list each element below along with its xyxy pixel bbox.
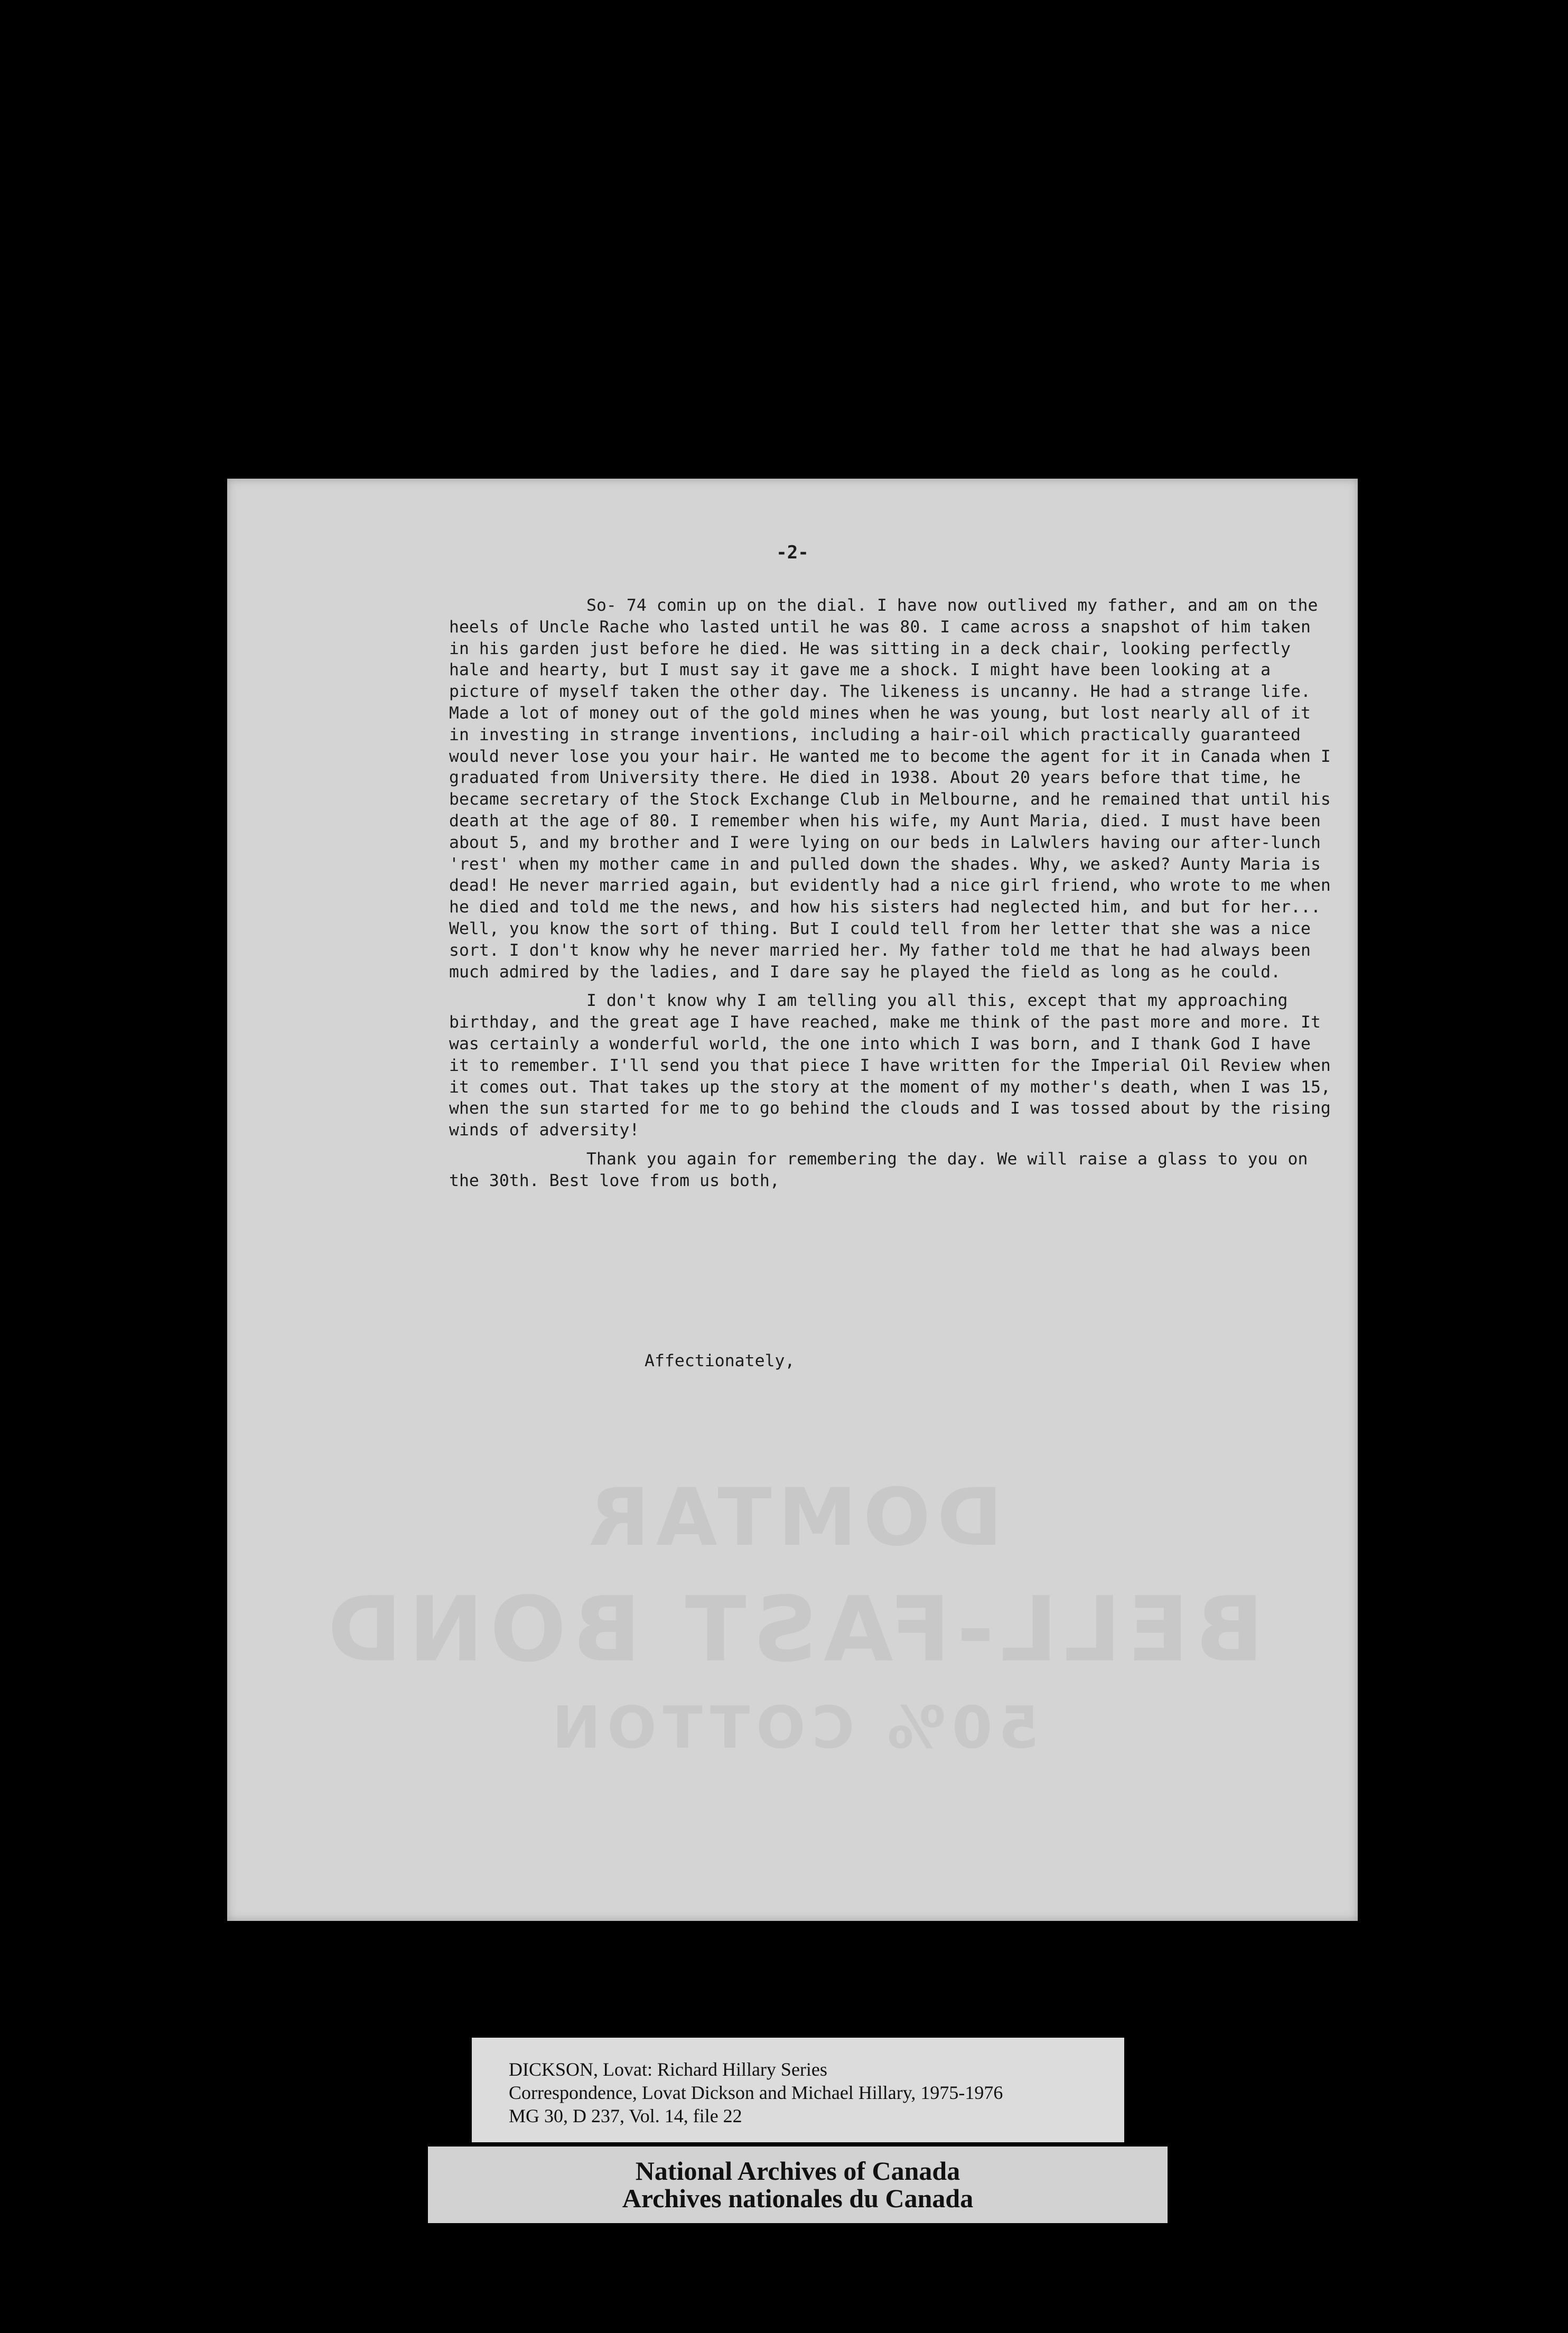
letter-paragraph xyxy=(449,595,1331,983)
letter-paragraph xyxy=(449,990,1331,1141)
paper-watermark-grade: BELL-FAST BOND xyxy=(321,1578,1264,1682)
archive-name-english: National Archives of Canada xyxy=(635,2156,960,2186)
letter-paragraph xyxy=(449,1149,1331,1192)
archive-name-french: Archives nationales du Canada xyxy=(622,2183,974,2213)
paper-watermark-content: 50% COTTON xyxy=(546,1694,1039,1761)
file-series-line: DICKSON, Lovat: Richard Hillary Series xyxy=(509,2059,827,2080)
paragraph-text: So- 74 comin up on the dial. I have now outlived my father, and am on the heels of Uncle Rache who lasted until he was 80. I came across a snapshot of him taken in his garden just before he died. He was sitting in a deck chair, looking perfectly hale and hearty, but I must say it gave me a shock. I might have been looking at a picture of myself taken the other day. The likeness is uncanny. He had a strange life. Made a lot of money out of the gold mines when he was young, but lost nearly all of it in investing in strange inventions, including a hair-oil which practically guaranteed would never lose you your hair. He wanted me to become the agent for it in Canada when I graduated from University there. He died in 1938. About 20 years before that time, he became secretary of the Stock Exchange Club in Melbourne, and he remained that until his death at the age of 80. I remember when his wife, my Aunt Maria, died. I must have been about 5, and my brother and I were lying on our beds in Lalwlers having our after-lunch 'rest' when my mother came in and pulled down the shades. Why, we asked? Aunty Maria is dead! He never married again, but evidently had a nice girl friend, who wrote to me when he died and told me the news, and how his sisters had neglected him, and but for her... Well, you know the sort of thing. But I could tell from her letter that she was a nice sort. I don't know why he never married her. My father told me that he had always been much admired by the ladies, and I dare say he played the field as long as he could. xyxy=(449,596,1331,982)
paragraph-text: Thank you again for remembering the day. We will raise a glass to you on the 30th. Best love from us both, xyxy=(449,1149,1308,1190)
page-number: -2- xyxy=(776,542,809,563)
letter-page xyxy=(227,479,1358,1921)
archive-stamp xyxy=(428,2147,1168,2223)
file-reference-line: MG 30, D 237, Vol. 14, file 22 xyxy=(509,2105,742,2126)
paper-watermark-brand: DOMTAR xyxy=(582,1472,1003,1564)
letter-body xyxy=(449,595,1331,1199)
file-correspondence-line: Correspondence, Lovat Dickson and Michael Hillary, 1975-1976 xyxy=(509,2082,1003,2103)
paragraph-text: I don't know why I am telling you all this, except that my approaching birthday, and the great age I have reached, make me think of the past more and more. It was certainly a wonderful world, the one into which I was born, and I thank God I have it to remember. I'll send you that piece I have written for the Imperial Oil Review when it comes out. That takes up the story at the moment of my mother's death, when I was 15, when the sun started for me to go behind the clouds and I was tossed about by the rising winds of adversity! xyxy=(449,991,1331,1140)
archive-file-label xyxy=(472,2038,1124,2142)
letter-closing: Affectionately, xyxy=(645,1351,795,1370)
